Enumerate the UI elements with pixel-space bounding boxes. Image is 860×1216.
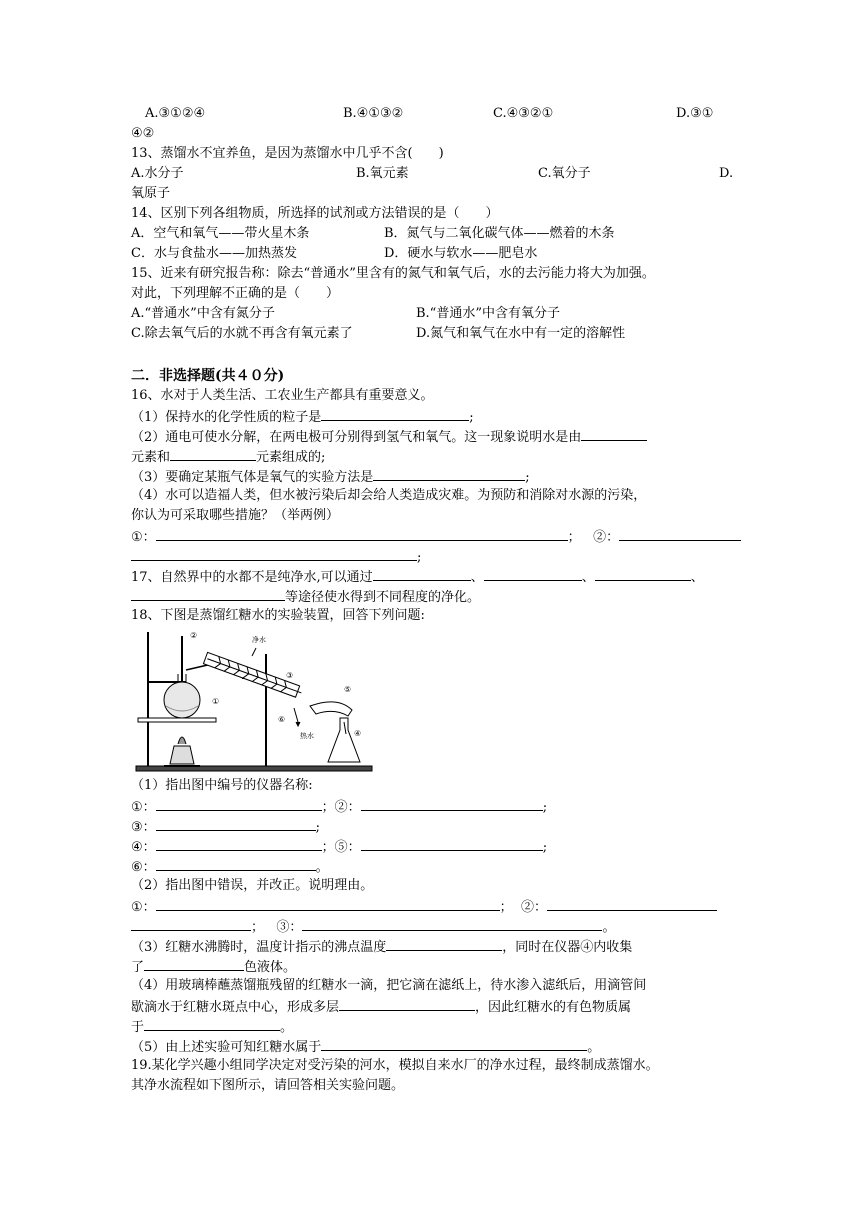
q12-option-a: A.③①②④ bbox=[145, 106, 206, 121]
fig-label-1: ① bbox=[212, 697, 220, 706]
q18-part3: （3）红糖水沸腾时，温度计指示的沸点温度 ，同时在仪器④内收集 bbox=[131, 936, 732, 956]
fig-label-6: ⑥ bbox=[278, 715, 286, 724]
q18-blank3[interactable] bbox=[156, 816, 316, 831]
q13-option-d-cont: 氧原子 bbox=[131, 186, 171, 201]
q18-blank2[interactable] bbox=[361, 796, 543, 811]
q15-option-b: B.“普通水”中含有氧分子 bbox=[416, 306, 560, 321]
q13-option-c: C.氧分子 bbox=[538, 166, 591, 181]
q18-stem: 18、下图是蒸馏红糖水的实验装置，回答下列问题: bbox=[131, 608, 425, 623]
q18-part4-line1: （4）用玻璃棒蘸蒸馏瓶残留的红糖水一滴，把它滴在滤纸上，待水渗入滤纸后，用滴管间 bbox=[131, 978, 647, 993]
q17-line1: 17、自然界中的水都不是纯净水,可以通过 、 、 、 bbox=[131, 566, 736, 586]
q16-part2: （2）通电可使水分解，在两电极可分别得到氢气和氧气。这一现象说明水是由 bbox=[131, 426, 732, 446]
q18-part1: （1）指出图中编号的仪器名称: bbox=[131, 778, 313, 793]
q16-blank5[interactable] bbox=[156, 526, 568, 541]
q18-part4-line3: 于 。 bbox=[131, 1016, 732, 1036]
q13-option-d: D. bbox=[719, 166, 734, 181]
fig-label-4: ④ bbox=[354, 729, 362, 738]
q18-blank10[interactable] bbox=[386, 936, 502, 951]
q15-stem-line1: 15、近来有研究报告称：除去“普通水”里含有的氮气和氧气后，水的去污能力将大为加强。 bbox=[131, 266, 655, 281]
q15-option-d: D.氮气和氧气在水中有一定的溶解性 bbox=[416, 326, 626, 341]
q18-blank11[interactable] bbox=[144, 956, 244, 971]
q16-part4-line1: （4）水可以造福人类，但水被污染后却会给人类造成灾难。为预防和消除对水源的污染， bbox=[131, 488, 647, 503]
q18-blank4[interactable] bbox=[156, 836, 322, 851]
q18-blank7[interactable] bbox=[156, 896, 500, 911]
q14-option-a: A．空气和氧气——带火星木条 bbox=[131, 226, 310, 241]
q17-blank4[interactable] bbox=[131, 586, 285, 601]
q16-stem: 16、水对于人类生活、工农业生产都具有重要意义。 bbox=[131, 388, 434, 403]
q15-option-c: C.除去氧气后的水就不再含有氧元素了 bbox=[131, 326, 353, 341]
q16-blank2[interactable] bbox=[581, 426, 647, 441]
q18-blank14[interactable] bbox=[321, 1036, 587, 1051]
fig-label-hot-water: 热水 bbox=[300, 732, 314, 740]
q18-blank8[interactable] bbox=[547, 896, 717, 911]
q16-part4-answers: ①： ； ②： bbox=[131, 526, 732, 546]
q18-part3-cont: 了 色液体。 bbox=[131, 956, 732, 976]
q18-part1-row3: ④： ；⑤： ; bbox=[131, 836, 732, 856]
q15-stem-line2: 对此，下列理解不正确的是（ ） bbox=[131, 286, 340, 301]
q18-blank6[interactable] bbox=[156, 856, 316, 871]
q18-part1-row1: ①： ；②： ; bbox=[131, 796, 732, 816]
q17-blank2[interactable] bbox=[484, 566, 582, 581]
q18-part2: （2）指出图中错误，并改正。说明理由。 bbox=[131, 878, 374, 893]
q16-part4-line2: 你认为可采取哪些措施？（举两例） bbox=[131, 508, 340, 523]
q12-option-b: B.④①③② bbox=[343, 106, 404, 121]
q16-part1: （1）保持水的化学性质的粒子是 ; bbox=[131, 406, 732, 426]
q16-part3: （3）要确定某瓶气体是氧气的实验方法是 ; bbox=[131, 466, 732, 486]
fig-label-3: ③ bbox=[286, 671, 294, 680]
q16-part4-cont: ; bbox=[131, 546, 732, 566]
q18-part2-row2: ； ③： 。 bbox=[131, 916, 732, 936]
q18-blank12[interactable] bbox=[339, 996, 475, 1011]
q16-part2-cont: 元素和 元素组成的; bbox=[131, 446, 732, 466]
q18-part5: （5）由上述实验可知红糖水属于 。 bbox=[131, 1036, 732, 1056]
distillation-apparatus-figure bbox=[134, 626, 374, 774]
q19-line2: 其净水流程如下图所示，请回答相关实验问题。 bbox=[131, 1078, 405, 1093]
q14-stem: 14、区别下列各组物质，所选择的试剂或方法错误的是（ ） bbox=[131, 206, 499, 221]
q18-blank5[interactable] bbox=[361, 836, 543, 851]
q16-blank6[interactable] bbox=[619, 526, 741, 541]
q16-blank6-cont[interactable] bbox=[131, 546, 417, 561]
q17-line2: 等途径使水得到不同程度的净化。 bbox=[131, 586, 732, 606]
section2-title: 二．非选择题(共４０分) bbox=[131, 368, 285, 384]
q14-option-c: C．水与食盐水——加热蒸发 bbox=[131, 246, 297, 261]
q17-blank3[interactable] bbox=[595, 566, 691, 581]
q16-blank3[interactable] bbox=[170, 446, 256, 461]
q13-stem: 13、蒸馏水不宜养鱼，是因为蒸馏水中几乎不含( ) bbox=[131, 146, 444, 161]
q15-option-a: A.“普通水”中含有氮分子 bbox=[131, 306, 275, 321]
q18-blank8-cont[interactable] bbox=[131, 916, 251, 931]
q18-part4-line2: 歇滴水于红糖水斑点中心，形成多层 ，因此红糖水的有色物质属 bbox=[131, 996, 732, 1016]
q18-part1-row2: ③： ; bbox=[131, 816, 732, 836]
q16-blank1[interactable] bbox=[321, 406, 469, 421]
q18-blank1[interactable] bbox=[156, 796, 322, 811]
q12-option-c: C.④③②① bbox=[493, 106, 554, 121]
q17-blank1[interactable] bbox=[373, 566, 471, 581]
fig-label-5: ⑤ bbox=[344, 685, 352, 694]
q16-blank4[interactable] bbox=[373, 466, 525, 481]
q18-part1-row4: ⑥： 。 bbox=[131, 856, 732, 876]
fig-label-cold-water: 净水 bbox=[252, 636, 266, 644]
q19-line1: 19.某化学兴趣小组同学决定对受污染的河水，模拟自来水厂的净水过程，最终制成蒸馏水。 bbox=[131, 1058, 659, 1073]
q12-option-d-cont: ④② bbox=[131, 126, 155, 141]
q13-option-b: B.氧元素 bbox=[356, 166, 409, 181]
q14-option-d: D．硬水与软水——肥皂水 bbox=[384, 246, 538, 261]
q13-option-a: A.水分子 bbox=[131, 166, 184, 181]
q14-option-b: B．氮气与二氧化碳气体——燃着的木条 bbox=[384, 226, 615, 241]
q18-blank9[interactable] bbox=[302, 916, 602, 931]
q18-blank13[interactable] bbox=[144, 1016, 280, 1031]
fig-label-2: ② bbox=[190, 631, 198, 640]
q12-option-d: D.③① bbox=[676, 106, 714, 121]
q18-part2-row1: ①： ； ②： bbox=[131, 896, 732, 916]
